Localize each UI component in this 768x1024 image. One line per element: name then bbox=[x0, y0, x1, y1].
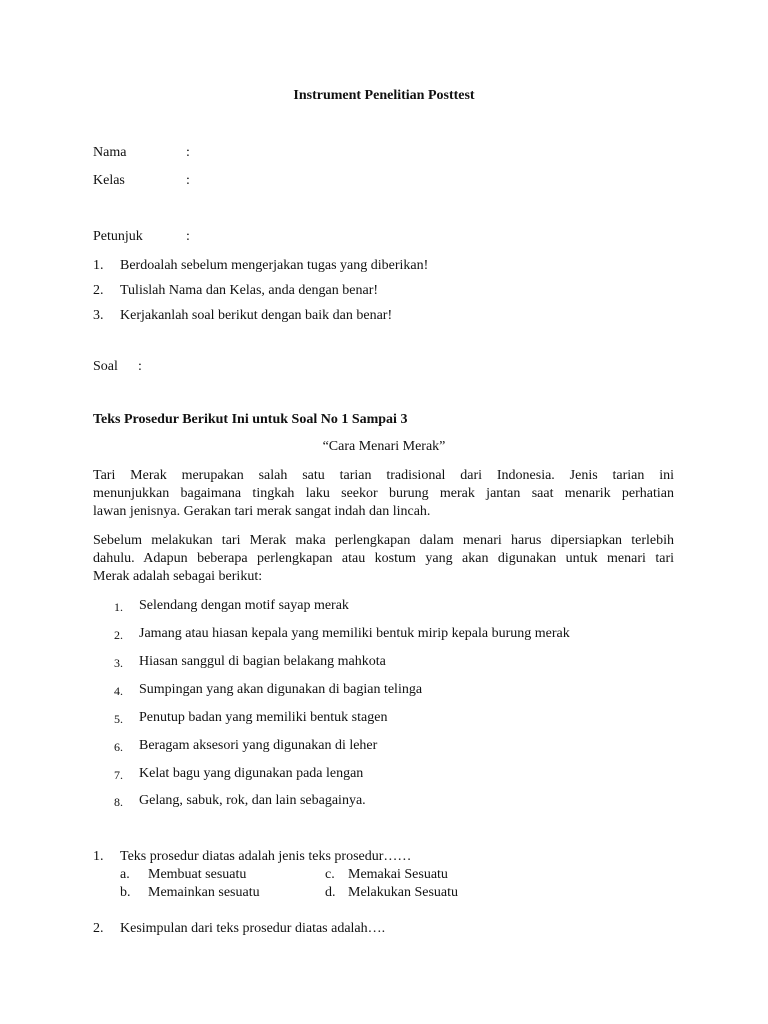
document-title: Instrument Penelitian Posttest bbox=[293, 88, 475, 103]
paragraph-intro bbox=[93, 467, 674, 521]
paragraph-line: Merak adalah sebagai berikut: bbox=[93, 569, 263, 584]
paragraph-line: Sebelum melakukan tari Merak maka perlengkapan dalam menari harus dipersiapkan terlebih bbox=[93, 533, 674, 548]
list-item-number: 2. bbox=[114, 628, 123, 642]
section-heading: Teks Prosedur Berikut Ini untuk Soal No 1 Sampai 3 bbox=[93, 412, 408, 427]
soal-label: Soal bbox=[93, 359, 118, 374]
field-label-kelas: Kelas bbox=[93, 173, 125, 188]
list-item-number: 8. bbox=[114, 795, 123, 809]
instruction-text: Berdoalah sebelum mengerjakan tugas yang diberikan! bbox=[120, 258, 429, 273]
list-item-number: 7. bbox=[114, 768, 123, 782]
list-item: Penutup badan yang memiliki bentuk stagen bbox=[139, 710, 388, 725]
list-item-number: 1. bbox=[114, 600, 123, 614]
list-item-number: 3. bbox=[114, 656, 123, 670]
list-item: Jamang atau hiasan kepala yang memiliki bentuk mirip kepala burung merak bbox=[139, 626, 570, 641]
list-item: Hiasan sanggul di bagian belakang mahkota bbox=[139, 654, 386, 669]
instruction-number: 2. bbox=[93, 283, 104, 298]
question-number: 2. bbox=[93, 921, 104, 936]
option-text: Memainkan sesuatu bbox=[148, 885, 260, 900]
paragraph-line: lawan jenisnya. Gerakan tari merak sangat indah dan lincah. bbox=[93, 504, 431, 519]
list-item-number: 5. bbox=[114, 712, 123, 726]
instruction-number: 1. bbox=[93, 258, 104, 273]
option-text: Melakukan Sesuatu bbox=[348, 885, 459, 900]
option-text: Membuat sesuatu bbox=[148, 867, 247, 882]
question-text: Teks prosedur diatas adalah jenis teks prosedur…… bbox=[120, 849, 412, 864]
option-letter: c. bbox=[325, 867, 335, 882]
option-letter: a. bbox=[120, 867, 130, 882]
soal-colon: : bbox=[138, 359, 142, 374]
option-letter: d. bbox=[325, 885, 336, 900]
list-item: Gelang, sabuk, rok, dan lain sebagainya. bbox=[139, 793, 366, 808]
option-text: Memakai Sesuatu bbox=[348, 867, 448, 882]
petunjuk-colon: : bbox=[186, 229, 190, 244]
question-text: Kesimpulan dari teks prosedur diatas adalah…. bbox=[120, 921, 386, 936]
option-letter: b. bbox=[120, 885, 131, 900]
list-item: Sumpingan yang akan digunakan di bagian telinga bbox=[139, 682, 423, 697]
paragraph-line: menunjukkan bagaimana tingkah laku seekor burung merak jantan saat menarik perhatian bbox=[93, 486, 674, 501]
list-item-number: 4. bbox=[114, 684, 123, 698]
list-item: Selendang dengan motif sayap merak bbox=[139, 598, 349, 613]
list-item-number: 6. bbox=[114, 740, 123, 754]
list-item: Kelat bagu yang digunakan pada lengan bbox=[139, 766, 364, 781]
text-title: “Cara Menari Merak” bbox=[322, 439, 446, 454]
list-item: Beragam aksesori yang digunakan di leher bbox=[139, 738, 378, 753]
instruction-text: Tulislah Nama dan Kelas, anda dengan benar! bbox=[120, 283, 379, 298]
instruction-number: 3. bbox=[93, 308, 104, 323]
paragraph-line: dahulu. Adapun beberapa perlengkapan atau kostum yang akan digunakan untuk menari tari bbox=[93, 551, 674, 566]
petunjuk-label: Petunjuk bbox=[93, 229, 143, 244]
field-colon-nama: : bbox=[186, 145, 190, 160]
instruction-text: Kerjakanlah soal berikut dengan baik dan benar! bbox=[120, 308, 393, 323]
paragraph-line: Tari Merak merupakan salah satu tarian tradisional dari Indonesia. Jenis tarian ini bbox=[93, 468, 674, 483]
field-label-nama: Nama bbox=[93, 145, 127, 160]
question-number: 1. bbox=[93, 849, 104, 864]
paragraph-equipment-intro bbox=[93, 532, 674, 586]
field-colon-kelas: : bbox=[186, 173, 190, 188]
